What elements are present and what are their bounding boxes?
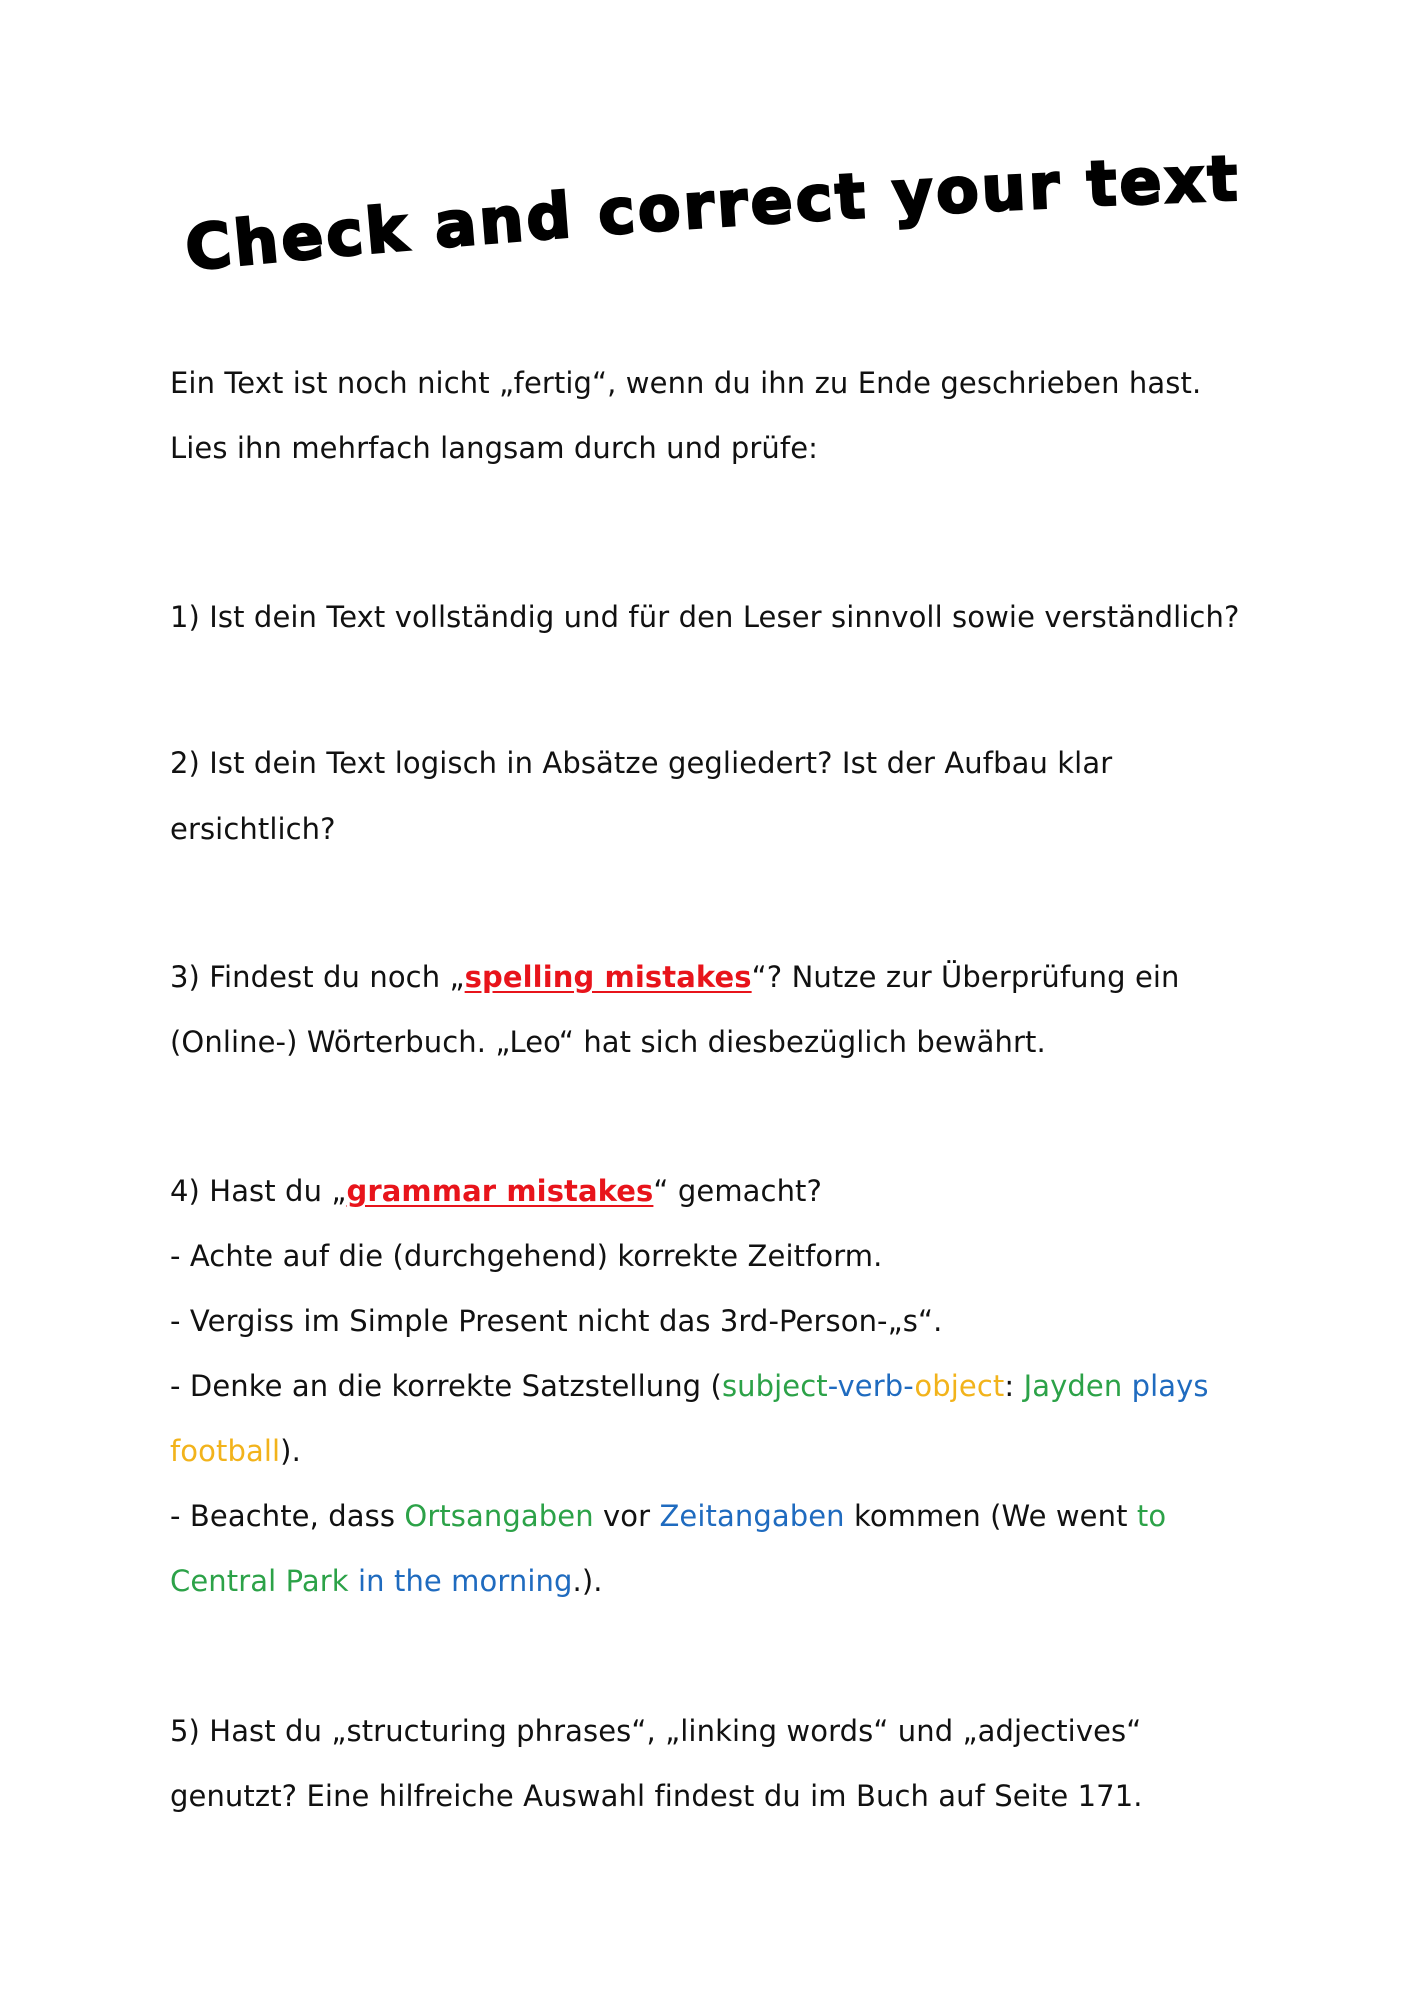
example-verb: plays [1131,1369,1209,1403]
place-time-text-example: kommen (We went [844,1499,1137,1533]
grammar-mistakes-highlight: grammar mistakes [346,1174,654,1208]
item-5-line-2: genutzt? Eine hilfreiche Auswahl findest du im Buch auf Seite 171. [170,1779,1143,1813]
item-4-text-pre: 4) Hast du „ [170,1174,347,1208]
place-time-text-pre: - Beachte, dass [170,1499,405,1533]
colon: : [1004,1369,1024,1403]
item-4-line-1 [170,1171,822,1211]
page-title-text: Check and correct your text [182,150,1242,285]
place-label: Ortsangaben [404,1499,594,1533]
item-4-line-5 [170,1431,301,1471]
item-3-line-1 [170,957,1180,997]
example-time: in the morning [358,1564,573,1598]
item-4-text-post: “ gemacht? [653,1174,823,1208]
item-3-text-post: “? Nutze zur Überprüfung ein [751,960,1180,994]
example-place-end: Central Park [170,1564,349,1598]
item-1-line-1: 1) Ist dein Text vollständig und für den Leser sinnvoll sowie verständlich? [170,600,1240,634]
item-4-line-2: - Achte auf die (durchgehend) korrekte Zeitform. [170,1239,883,1273]
example-place-start: to [1136,1499,1167,1533]
intro-line-2: Lies ihn mehrfach langsam durch und prüfe: [170,431,819,465]
example-subject: Jayden [1023,1369,1123,1403]
dash-2: - [903,1369,915,1403]
svg-text:Check and correct your text [182,150,1241,285]
space [1122,1369,1131,1403]
example-end: .). [572,1564,603,1598]
place-time-text-mid: vor [593,1499,660,1533]
object-label: object [914,1369,1005,1403]
spelling-mistakes-highlight: spelling mistakes [464,960,752,994]
time-label: Zeitangaben [659,1499,845,1533]
example-object: football [170,1434,281,1468]
item-2-line-2: ersichtlich? [170,812,336,846]
subject-label: subject [721,1369,828,1403]
verb-label: verb [837,1369,904,1403]
item-3-text-pre: 3) Findest du noch „ [170,960,465,994]
item-2-line-1: 2) Ist dein Text logisch in Absätze gegliedert? Ist der Aufbau klar [170,746,1113,780]
item-4-line-4 [170,1366,1209,1406]
item-3-line-2: (Online-) Wörterbuch. „Leo“ hat sich diesbezüglich bewährt. [170,1025,1046,1059]
item-4-line-7 [170,1561,603,1601]
dash-1: - [827,1369,838,1403]
page-title [170,150,1250,300]
item-4-line-6 [170,1496,1166,1536]
word-order-text: - Denke an die korrekte Satzstellung ( [170,1369,722,1403]
intro-line-1: Ein Text ist noch nicht „fertig“, wenn du ihn zu Ende geschrieben hast. [170,366,1202,400]
item-5-line-1: 5) Hast du „structuring phrases“, „linking words“ und „adjectives“ [170,1714,1142,1748]
item-4-line-3: - Vergiss im Simple Present nicht das 3rd-Person-„s“. [170,1304,943,1338]
space-2 [349,1564,358,1598]
closing-paren: ). [280,1434,301,1468]
